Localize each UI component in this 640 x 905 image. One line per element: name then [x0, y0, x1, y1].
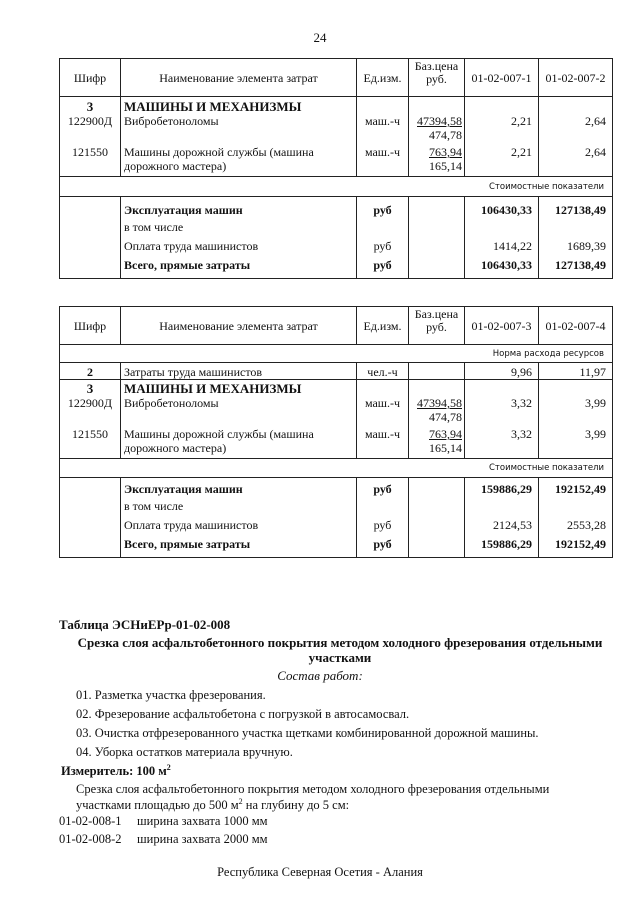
row-name: в том числе: [121, 496, 357, 513]
col-header-code: Шифр: [60, 307, 121, 345]
row-name: Оплата труда машинистов: [121, 234, 357, 253]
desc-text-a: участками площадью до 500 м: [76, 798, 239, 813]
row-name: в том числе: [121, 217, 357, 234]
row-name-line1: Машины дорожной службы (машина: [124, 145, 314, 159]
row-base-price: [409, 424, 465, 459]
meter-text: Измеритель: 100 м: [61, 764, 167, 779]
resource-table-1: [59, 58, 613, 279]
item-text: ширина захвата 1000 мм: [137, 814, 268, 828]
row-unit: руб: [357, 513, 409, 532]
list-item: [59, 832, 268, 847]
row-unit: маш.-ч: [357, 424, 409, 459]
base-price-main: 763,94: [429, 145, 462, 159]
item-code: 01-02-008-2: [59, 832, 122, 846]
table-header: [60, 59, 613, 97]
row-name-line2: дорожного мастера): [124, 159, 227, 173]
row-value-a: 2,21: [465, 142, 539, 177]
row-name-line1: Машины дорожной службы (машина: [124, 427, 314, 441]
row-value-a: 2,21: [465, 114, 539, 142]
work-item: 01. Разметка участка фрезерования.: [76, 688, 266, 702]
title-line2: участками: [308, 650, 372, 665]
row-value-a: 159886,29: [465, 532, 539, 558]
title-line1: Срезка слоя асфальтобетонного покрытия методом холодного фрезерования отдельными: [77, 635, 603, 650]
row-unit: маш.-ч: [357, 396, 409, 424]
section-title: [60, 635, 620, 665]
meter-label: [61, 763, 171, 779]
row-value-b: 2,64: [539, 114, 613, 142]
span-row: [60, 345, 613, 363]
row-value-b: 127138,49: [539, 197, 613, 218]
item-text: ширина захвата 2000 мм: [137, 832, 268, 846]
row-code: 2: [60, 363, 121, 380]
table-row: [60, 114, 613, 142]
row-base-price: [409, 396, 465, 424]
works-heading: Состав работ:: [277, 668, 363, 683]
table-row: [60, 363, 613, 380]
col-header-base-price: [409, 307, 465, 345]
base-price-wage: 165,14: [429, 159, 462, 173]
resource-table-2: [59, 306, 613, 558]
section-code: 3: [60, 380, 121, 397]
col-header-code: Шифр: [60, 59, 121, 97]
row-unit: руб: [357, 532, 409, 558]
row-unit: маш.-ч: [357, 114, 409, 142]
row-unit: руб: [357, 234, 409, 253]
description-line2: [76, 797, 349, 813]
row-value-b: 1689,39: [539, 234, 613, 253]
base-price-line2: руб.: [426, 320, 447, 334]
row-value-a: 106430,33: [465, 197, 539, 218]
base-price-main: 763,94: [429, 427, 462, 441]
section-name: МАШИНЫ И МЕХАНИЗМЫ: [121, 97, 357, 115]
row-unit: руб: [357, 197, 409, 218]
work-item: 04. Уборка остатков материала вручную.: [76, 745, 293, 759]
row-value-a: 3,32: [465, 424, 539, 459]
span-row: [60, 459, 613, 478]
col-header-unit: Ед.изм.: [357, 307, 409, 345]
row-name: Всего, прямые затраты: [121, 253, 357, 279]
col-header-a: 01-02-007-3: [465, 307, 539, 345]
col-header-b: 01-02-007-4: [539, 307, 613, 345]
row-base-price: [409, 142, 465, 177]
row-value-b: 192152,49: [539, 532, 613, 558]
table-row: [60, 142, 613, 177]
row-value-a: 1414,22: [465, 234, 539, 253]
base-price-wage: 165,14: [429, 441, 462, 455]
row-value-a: 159886,29: [465, 478, 539, 497]
row-value-b: 2,64: [539, 142, 613, 177]
row-name: Всего, прямые затраты: [121, 532, 357, 558]
resource-norm-label: Норма расхода ресурсов: [60, 345, 613, 363]
row-name: Эксплуатация машин: [121, 197, 357, 218]
row-name: [121, 424, 357, 459]
row-name-line2: дорожного мастера): [124, 441, 227, 455]
list-item: [59, 814, 268, 829]
col-header-b: 01-02-007-2: [539, 59, 613, 97]
cost-indicators-label: Стоимостные показатели: [60, 459, 613, 478]
row-code: 122900Д: [60, 114, 121, 142]
span-row: [60, 177, 613, 197]
section-name: МАШИНЫ И МЕХАНИЗМЫ: [121, 380, 357, 397]
description-line1: Срезка слоя асфальтобетонного покрытия методом холодного фрезерования отдельными: [76, 782, 550, 796]
table-row: [60, 197, 613, 218]
row-value-a: 2124,53: [465, 513, 539, 532]
table-row: [60, 478, 613, 497]
table-row: [60, 217, 613, 234]
row-name: Вибробетоноломы: [121, 114, 357, 142]
col-header-a: 01-02-007-1: [465, 59, 539, 97]
table-row: [60, 253, 613, 279]
desc-text-b: на глубину до 5 см:: [242, 798, 350, 813]
work-item: 03. Очистка отфрезерованного участка щетками комбинированной дорожной машины.: [76, 726, 539, 740]
base-price-wage: 474,78: [429, 128, 462, 142]
work-item: 02. Фрезерование асфальтобетона с погрузкой в автосамосвал.: [76, 707, 410, 721]
row-value-b: 2553,28: [539, 513, 613, 532]
item-code: 01-02-008-1: [59, 814, 122, 828]
cost-indicators-label: Стоимостные показатели: [60, 177, 613, 197]
row-base-price: [409, 114, 465, 142]
col-header-unit: Ед.изм.: [357, 59, 409, 97]
row-code: 121550: [60, 424, 121, 459]
table-row: [60, 396, 613, 424]
row-unit: чел.-ч: [357, 363, 409, 380]
col-header-name: Наименование элемента затрат: [121, 59, 357, 97]
row-value-a: 3,32: [465, 396, 539, 424]
row-code: 122900Д: [60, 396, 121, 424]
row-name: [121, 142, 357, 177]
row-name: Вибробетоноломы: [121, 396, 357, 424]
row-name: Оплата труда машинистов: [121, 513, 357, 532]
table-row: [60, 234, 613, 253]
base-price-main: 47394,58: [417, 114, 462, 128]
section-code: 3: [60, 97, 121, 115]
section-row: [60, 97, 613, 115]
base-price-wage: 474,78: [429, 410, 462, 424]
base-price-line2: руб.: [426, 72, 447, 86]
row-value-a: 106430,33: [465, 253, 539, 279]
table-row: [60, 513, 613, 532]
table-row: [60, 532, 613, 558]
row-value-b: 192152,49: [539, 478, 613, 497]
page-footer: Республика Северная Осетия - Алания: [217, 865, 423, 879]
table-row: [60, 496, 613, 513]
table-label: Таблица ЭСНиЕРр-01-02-008: [59, 617, 231, 632]
meter-sup: 2: [166, 763, 171, 772]
base-price-line1: Баз.цена: [414, 59, 459, 73]
table-row: [60, 424, 613, 459]
table-header: [60, 307, 613, 345]
row-name: Эксплуатация машин: [121, 478, 357, 497]
desc-sup: 2: [238, 797, 243, 806]
row-name: Затраты труда машинистов: [121, 363, 357, 380]
row-value-b: 11,97: [539, 363, 613, 380]
row-code: 121550: [60, 142, 121, 177]
col-header-base-price: [409, 59, 465, 97]
row-unit: маш.-ч: [357, 142, 409, 177]
row-unit: руб: [357, 253, 409, 279]
col-header-name: Наименование элемента затрат: [121, 307, 357, 345]
base-price-main: 47394,58: [417, 396, 462, 410]
row-value-b: 127138,49: [539, 253, 613, 279]
row-value-b: 3,99: [539, 424, 613, 459]
row-value-b: 3,99: [539, 396, 613, 424]
row-value-a: 9,96: [465, 363, 539, 380]
page-number: 24: [313, 30, 327, 45]
base-price-line1: Баз.цена: [414, 307, 459, 321]
row-unit: руб: [357, 478, 409, 497]
section-row: [60, 380, 613, 397]
